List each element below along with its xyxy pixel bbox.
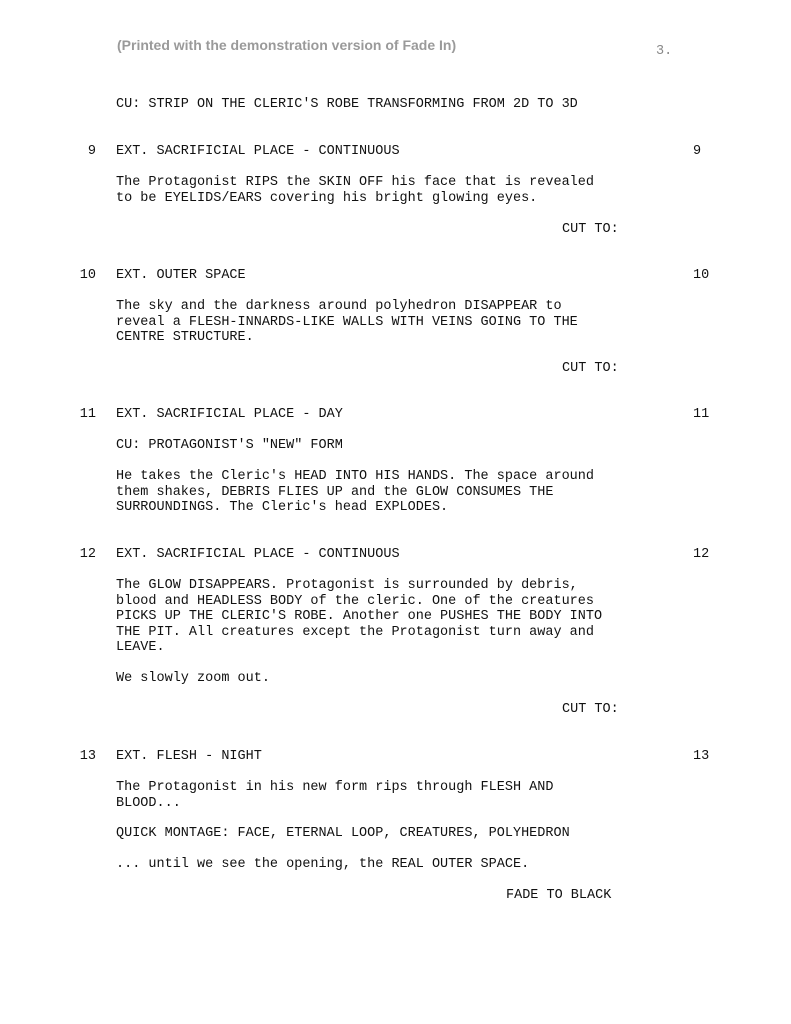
scene-heading: EXT. SACRIFICIAL PLACE - DAY <box>116 407 343 422</box>
scene-number-right: 13 <box>693 749 710 764</box>
scene-heading: EXT. SACRIFICIAL PLACE - CONTINUOUS <box>116 547 400 562</box>
scene-number-left: 10 <box>79 268 96 283</box>
transition: CUT TO: <box>562 702 619 717</box>
action-paragraph <box>116 780 553 811</box>
action-line: blood and HEADLESS BODY of the cleric. One of the creatures <box>116 593 594 609</box>
action-paragraph <box>116 299 578 346</box>
action-paragraph <box>116 826 570 842</box>
action-paragraph <box>116 671 270 687</box>
action-line: The GLOW DISAPPEARS. Protagonist is surrounded by debris, <box>116 578 578 593</box>
transition: CUT TO: <box>562 361 619 376</box>
action-line: THE PIT. All creatures except the Protagonist turn away and <box>116 624 594 640</box>
action-line: BLOOD... <box>116 795 181 811</box>
action-paragraph <box>116 175 594 206</box>
scene-number-left: 12 <box>79 547 96 562</box>
scene-number-left: 13 <box>79 749 96 764</box>
action-line: CU: PROTAGONIST'S "NEW" FORM <box>116 438 343 453</box>
action-line: The Protagonist in his new form rips through FLESH AND <box>116 780 554 795</box>
action-paragraph <box>116 857 529 873</box>
scene-number-left: 9 <box>87 144 96 159</box>
scene-number-right: 9 <box>693 144 702 159</box>
action-line: ... until we see the opening, the REAL OUTER SPACE. <box>116 857 530 872</box>
action-paragraph <box>116 469 594 516</box>
action-line: reveal a FLESH-INNARDS-LIKE WALLS WITH VEINS GOING TO THE <box>116 314 578 330</box>
action-line: The Protagonist RIPS the SKIN OFF his face that is revealed <box>116 175 594 190</box>
scene-heading: EXT. OUTER SPACE <box>116 268 246 283</box>
scene-number-left: 11 <box>79 407 96 422</box>
action-line: QUICK MONTAGE: FACE, ETERNAL LOOP, CREATURES, POLYHEDRON <box>116 826 570 841</box>
scene-heading: EXT. SACRIFICIAL PLACE - CONTINUOUS <box>116 144 400 159</box>
action-paragraph <box>116 578 602 656</box>
demo-watermark: (Printed with the demonstration version of Fade In) <box>117 37 457 53</box>
action-line: them shakes, DEBRIS FLIES UP and the GLOW CONSUMES THE <box>116 484 554 500</box>
transition: CUT TO: <box>562 222 619 237</box>
action-line: CENTRE STRUCTURE. <box>116 330 254 346</box>
page-number: 3. <box>656 44 673 59</box>
action-line: PICKS UP THE CLERIC'S ROBE. Another one PUSHES THE BODY INTO <box>116 609 603 625</box>
action-line: We slowly zoom out. <box>116 671 270 686</box>
action-line: LEAVE. <box>116 640 165 656</box>
action-line: SURROUNDINGS. The Cleric's head EXPLODES. <box>116 500 449 516</box>
transition: FADE TO BLACK <box>506 888 612 903</box>
scene-number-right: 11 <box>693 407 710 422</box>
intro-action-line: CU: STRIP ON THE CLERIC'S ROBE TRANSFORMING FROM 2D TO 3D <box>116 97 578 112</box>
action-paragraph <box>116 438 343 454</box>
scene-number-right: 10 <box>693 268 710 283</box>
action-line: to be EYELIDS/EARS covering his bright glowing eyes. <box>116 190 538 206</box>
action-line: He takes the Cleric's HEAD INTO HIS HANDS. The space around <box>116 469 594 484</box>
action-line: The sky and the darkness around polyhedron DISAPPEAR to <box>116 299 562 314</box>
scene-number-right: 12 <box>693 547 710 562</box>
scene-heading: EXT. FLESH - NIGHT <box>116 749 262 764</box>
